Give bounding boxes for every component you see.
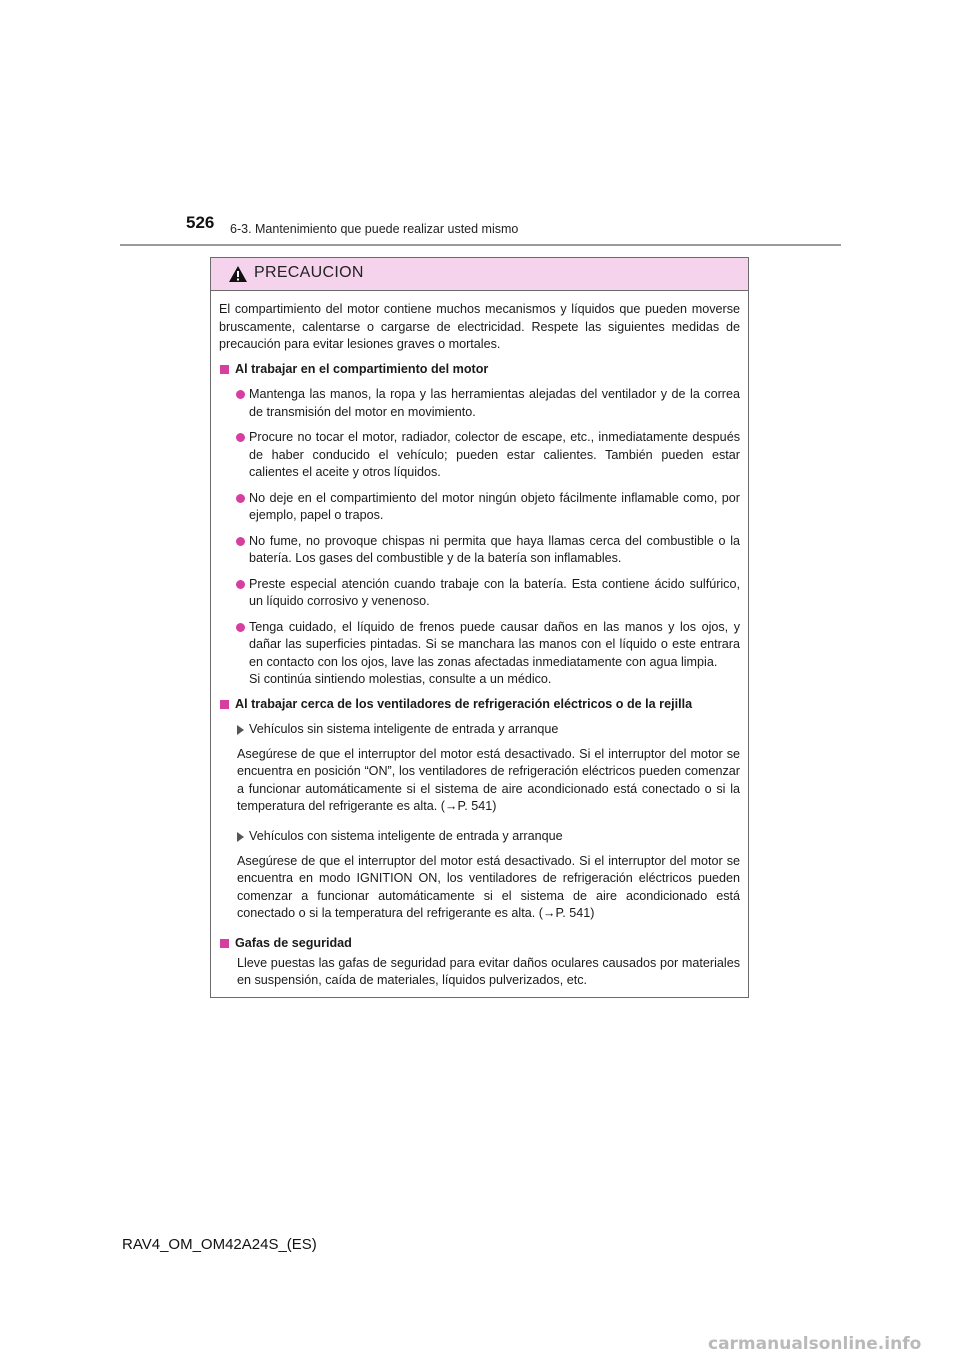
list-item	[219, 533, 740, 568]
list-item-text: Mantenga las manos, la ropa y las herramientas alejadas del ventilador y de la correa de transmisión del motor en movimiento.	[249, 387, 740, 419]
caution-box	[210, 257, 749, 998]
triangle-arrow-icon	[237, 725, 244, 735]
round-bullet-icon	[236, 580, 245, 589]
round-bullet-icon	[236, 433, 245, 442]
sub-item-title-text: Vehículos con sistema inteligente de entrada y arranque	[249, 829, 563, 844]
section-text: Lleve puestas las gafas de seguridad para evitar daños oculares causados por materiales en suspensión, caída de materiales, líquidos pulverizados, etc.	[237, 955, 740, 988]
heading-text: Al trabajar en el compartimiento del motor	[235, 361, 489, 376]
list-item-text: Tenga cuidado, el líquido de frenos puede causar daños en las manos y los ojos, y dañar las superficies pintadas. Si se manchara las manos con el líquido o este entrara en contacto con los ojos, lave las zonas afectadas inmediatamente con agua limpia.	[249, 619, 740, 669]
list-item	[219, 429, 740, 482]
round-bullet-icon	[236, 494, 245, 503]
list-item-text: No deje en el compartimiento del motor ningún objeto fácilmente inflamable como, por ejemplo, papel o trapos.	[249, 490, 740, 522]
square-bullet-icon	[220, 365, 229, 374]
list-item	[219, 576, 740, 611]
list-item	[219, 619, 740, 689]
sub-item-text: Asegúrese de que el interruptor del motor está desactivado. Si el interruptor del motor se encuentra en modo IGNITION ON, los ventiladores de refrigeración eléctricos pueden comenzar a funcionar automáticamente si el sistema de aire acondicionado está conectado o si la temperatura del refrigerante es alta. (→P. 541)	[237, 853, 740, 921]
sub-item-text: Asegúrese de que el interruptor del motor está desactivado. Si el interruptor del motor se encuentra en posición “ON”, los ventiladores de refrigeración eléctricos pueden comenzar a funcionar automáticamente si el sistema de aire acondicionado está conectado o si la temperatura del refrigerante es alta. (→P. 541)	[237, 746, 740, 813]
round-bullet-icon	[236, 390, 245, 399]
list-item	[219, 386, 740, 421]
triangle-arrow-icon	[237, 832, 244, 842]
caution-header	[211, 258, 748, 291]
header-divider	[120, 244, 841, 246]
caution-body	[211, 291, 748, 990]
heading-text: Al trabajar cerca de los ventiladores de refrigeración eléctricos o de la rejilla	[235, 696, 693, 711]
list-item-text: Preste especial atención cuando trabaje con la batería. Esta contiene ácido sulfúrico, un líquido corrosivo y venenoso.	[249, 576, 740, 608]
section-title: 6-3. Mantenimiento que puede realizar usted mismo	[230, 222, 519, 236]
section-heading-engine-compartment	[219, 361, 740, 379]
list-item-text: Procure no tocar el motor, radiador, colector de escape, etc., inmediatamente después de haber conducido el vehículo; pueden estar calientes. También pueden estar calientes el aceite y otros líquidos.	[249, 430, 740, 479]
heading-text: Gafas de seguridad	[235, 936, 352, 951]
section-heading-safety-goggles	[219, 935, 740, 953]
round-bullet-icon	[236, 537, 245, 546]
list-item-text-continued: Si continúa sintiendo molestias, consulte a un médico.	[249, 672, 552, 686]
square-bullet-icon	[220, 939, 229, 948]
list-item	[219, 490, 740, 525]
square-bullet-icon	[220, 700, 229, 709]
document-code: RAV4_OM_OM42A24S_(ES)	[122, 1236, 317, 1253]
sub-item-title-text: Vehículos sin sistema inteligente de entrada y arranque	[249, 722, 559, 736]
watermark: carmanualsonline.info	[708, 1334, 922, 1354]
section-heading-cooling-fans	[219, 696, 740, 714]
caution-title: PRECAUCION	[254, 264, 364, 281]
list-item-text: No fume, no provoque chispas ni permita que haya llamas cerca del combustible o la batería. Los gases del combustible y de la batería son inflamables.	[249, 533, 740, 565]
warning-triangle-icon	[228, 265, 248, 283]
page-number: 526	[186, 213, 215, 232]
round-bullet-icon	[236, 623, 245, 632]
sub-item-title	[219, 828, 740, 846]
caution-intro: El compartimiento del motor contiene muchos mecanismos y líquidos que pueden moverse bruscamente, calentarse o cargarse de electricidad. Respete las siguientes medidas de precaución para evitar lesiones graves o mortales.	[219, 302, 740, 351]
sub-item-title	[219, 721, 740, 739]
